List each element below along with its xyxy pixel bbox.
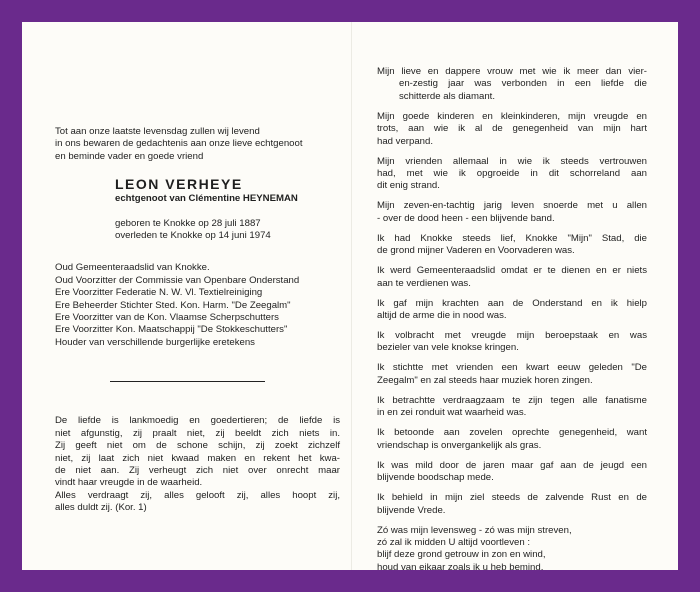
- paragraph: [377, 66, 647, 103]
- deceased-info: [115, 175, 340, 242]
- quote-line: Alles verdraagt zij, alles gelooft zij, alles hoopt zij,: [55, 489, 340, 501]
- left-panel: [55, 126, 340, 515]
- intro-line: in ons bewaren de gedachtenis aan onze lieve echtgenoot: [55, 138, 303, 150]
- quote-line: vindt haar vreugde in de waarheid.: [55, 477, 203, 489]
- paragraph: [377, 156, 647, 193]
- quote-line: niet, zij laat zich niet kwaad maken en rekent het kwa-: [55, 452, 340, 464]
- paragraph: [377, 200, 647, 225]
- closing-poem: [377, 525, 647, 575]
- paragraph-line: Ik gaf mijn krachten aan de Onderstand en ik hielp: [377, 297, 647, 309]
- birth-date: geboren te Knokke op 28 juli 1887: [115, 217, 261, 229]
- right-panel: [377, 66, 647, 574]
- card-fold-line: [351, 22, 352, 570]
- quote-line: alles duldt zij. (Kor. 1): [55, 502, 147, 514]
- paragraph-line: Ik werd Gemeenteraadslid omdat er te dienen en er niets: [377, 265, 647, 277]
- paragraph-line: blijvende boodschap mede.: [377, 472, 494, 484]
- paragraph: [377, 492, 647, 517]
- title-line: Ere Voorzitter Federatie N. W. Vl. Textielreiniging: [55, 287, 263, 299]
- paragraph-line: Ik volbracht met vreugde mijn beroepstaak en was: [377, 330, 647, 342]
- intro-text: [55, 126, 340, 163]
- paragraph: [377, 362, 647, 387]
- paragraph-line: Mijn goede kinderen en kleinkinderen, mijn vreugde en: [377, 110, 647, 122]
- title-line: Oud Voorzitter der Commissie van Openbare Onderstand: [55, 274, 300, 286]
- paragraph: [377, 427, 647, 452]
- paragraph: [377, 298, 647, 323]
- paragraph-line: had verpand.: [377, 135, 434, 147]
- deceased-name: LEON VERHEYE: [115, 176, 243, 193]
- paragraph-line: aan te verdienen was.: [377, 277, 471, 289]
- memorial-card: [22, 22, 678, 573]
- paragraph-line: Ik betrachtte verdraagzaam te zijn tegen alle fanatisme: [377, 394, 647, 406]
- paragraph-line: schitterde als diamant.: [399, 90, 495, 102]
- divider-rule: [110, 381, 265, 382]
- paragraph-line: had, met wie ik opgroeide in dit schorreland aan: [377, 168, 647, 180]
- poem-line: blijf deze grond getrouw in zon en wind,: [377, 549, 546, 561]
- paragraph-line: blijvende Vrede.: [377, 504, 446, 516]
- paragraph-line: bezieler van vele knokse kringen.: [377, 342, 519, 354]
- paragraph-line: en-zestig jaar was verbonden in een liefde die: [399, 78, 647, 90]
- death-date: overleden te Knokke op 14 juni 1974: [115, 230, 271, 242]
- title-line: Ere Voorzitter van de Kon. Vlaamse Scherpschutters: [55, 312, 279, 324]
- paragraph-line: Zeegalm" en zal steeds haar muziek horen zingen.: [377, 374, 593, 386]
- paragraph-line: de grond mijner Vaderen en Voorvaderen was.: [377, 245, 575, 257]
- quote-line: Zij geeft niet om de schone schijn, zij zoekt zichzelf: [55, 440, 340, 452]
- life-dates: [115, 218, 340, 243]
- title-line: Oud Gemeenteraadslid van Knokke.: [55, 262, 210, 274]
- paragraph: [377, 265, 647, 290]
- paragraph: [377, 111, 647, 148]
- paragraph: [377, 395, 647, 420]
- paragraph-line: Mijn zeven-en-tachtig jarig leven snoerde met u allen: [377, 200, 647, 212]
- poem-line: houd van eikaar zoals ik u heb bemind.: [377, 561, 544, 573]
- title-line: Ere Voorzitter Kon. Maatschappij "De Stokkeschutters": [55, 324, 288, 336]
- paragraph-line: in en zei ronduit wat waarheid was.: [377, 407, 527, 419]
- paragraph-line: - over de dood heen - een blijvende band.: [377, 212, 555, 224]
- poem-line: zó zal ik midden U altijd voortleven :: [377, 536, 531, 548]
- intro-line: Tot aan onze laatste levensdag zullen wij levend: [55, 126, 260, 137]
- quote-line: niet afgunstig, zij praalt niet, zij beeldt zich niets in.: [55, 427, 340, 439]
- paragraph-line: altijd de arme die in nood was.: [377, 310, 507, 322]
- paragraph: [377, 460, 647, 485]
- paragraph-line: Ik stichtte met vrienden een kwart eeuw geleden "De: [377, 362, 647, 374]
- poem-line: Zó was mijn levensweg - zó was mijn streven,: [377, 524, 572, 536]
- paragraph-line: Ik betoonde aan zovelen oprechte genegenheid, want: [377, 427, 647, 439]
- paragraph-line: trots, aan wie ik al de genegenheid van mijn hart: [377, 123, 647, 135]
- paragraph-line: Mijn lieve en dappere vrouw met wie ik meer dan vier-: [377, 66, 647, 77]
- paragraph-line: Ik had Knokke steeds lief, Knokke "Mijn" Stad, die: [377, 232, 647, 244]
- paragraph-line: Ik was mild door de jaren maar gaf aan de jeugd een: [377, 459, 647, 471]
- paragraph-line: Mijn vrienden allemaal in wie ik steeds vertrouwen: [377, 155, 647, 167]
- spouse-label: echtgenoot van Clémentine HEYNEMAN: [115, 193, 298, 205]
- bible-quote: [55, 415, 340, 514]
- paragraph-line: dit enig strand.: [377, 180, 440, 192]
- title-line: Houder van verschillende burgerlijke eretekens: [55, 336, 255, 348]
- paragraph-line: Ik behield in mijn ziel steeds de zalvende Rust en de: [377, 492, 647, 504]
- quote-line: De liefde is lankmoedig en goedertieren; de liefde is: [55, 415, 340, 427]
- paragraph-line: vriendschap is onvergankelijk als gras.: [377, 439, 542, 451]
- quote-line: de niet aan. Zij verheugt zich niet over onrecht maar: [55, 464, 340, 476]
- titles-list: [55, 262, 340, 349]
- paragraph: [377, 233, 647, 258]
- intro-line: en beminde vader en goede vriend: [55, 150, 204, 162]
- title-line: Ere Beheerder Stichter Sted. Kon. Harm. "De Zeegalm": [55, 299, 291, 311]
- paragraph: [377, 330, 647, 355]
